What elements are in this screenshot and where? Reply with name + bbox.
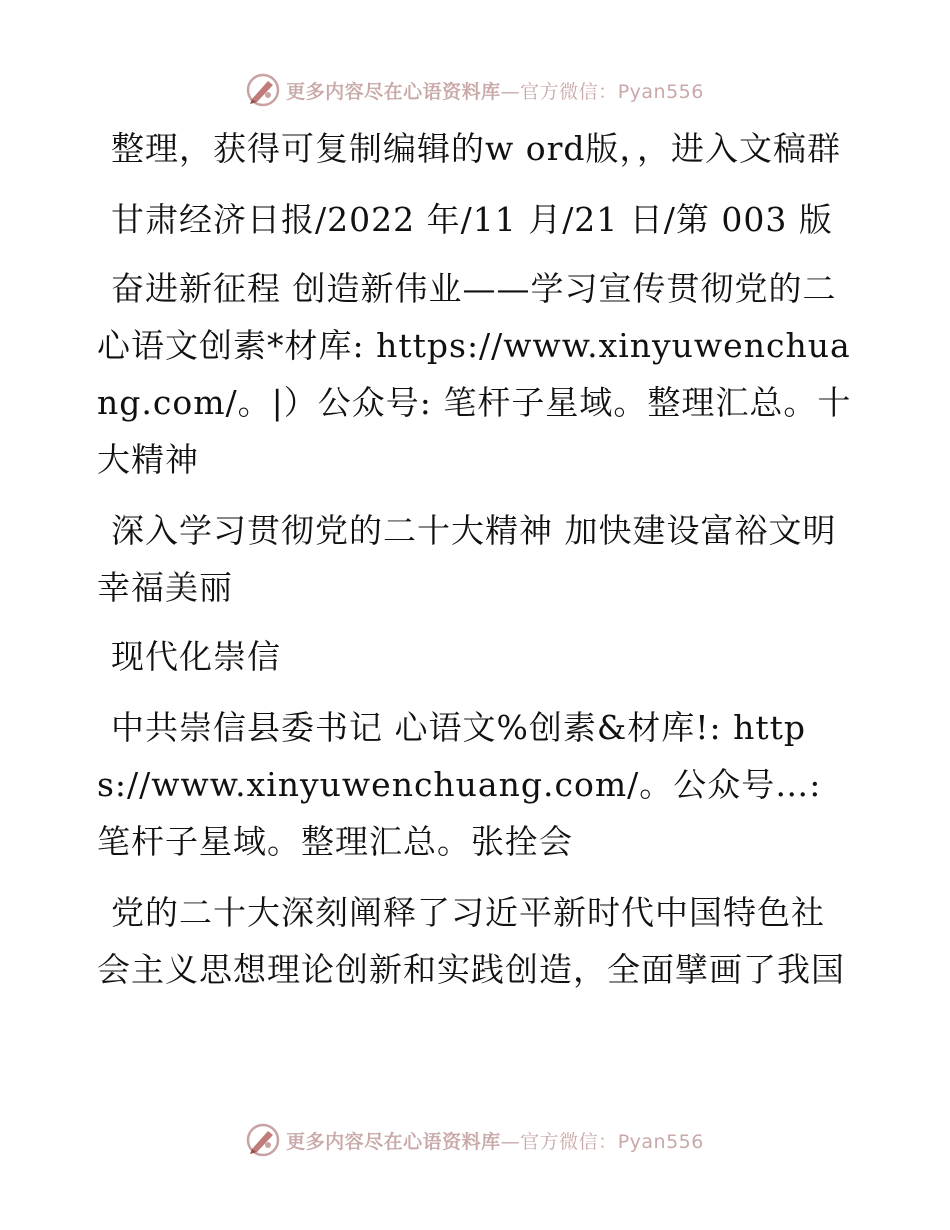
footer-banner-wx-id: Pyan556 (617, 1130, 704, 1153)
header-banner-dash: — (500, 80, 521, 103)
paragraph-intro: 整理，获得可复制编辑的w ord版，，进入文稿群 (111, 129, 842, 168)
header-banner-text (286, 77, 704, 104)
footer-banner-wx-label: 官方微信： (520, 1130, 618, 1153)
paragraph-source-line: 甘肃经济日报/2022 年/11 月/21 日/第 003 版 (111, 200, 833, 239)
footer-banner-dash: — (500, 1130, 521, 1153)
paragraph-column-title: 奋进新征程 创造新伟业——学习宣传贯彻党的二心语文创素*材库: https://www.xinyuwenchuang.com/。|）公众号: 笔杆子星域。整理汇总。十大精神 (97, 269, 852, 479)
footer-watermark-banner (0, 1120, 950, 1160)
pen-logo-icon (246, 1123, 280, 1157)
header-banner-main: 更多内容尽在心语资料库 (286, 80, 501, 103)
paragraph-headline: 深入学习贯彻党的二十大精神 加快建设富裕文明幸福美丽 (97, 511, 837, 607)
pen-logo-icon (246, 73, 280, 107)
paragraph-author: 中共崇信县委书记 心语文%创素&材库!: https://www.xinyuwenchuang.com/。公众号…: 笔杆子星域。整理汇总。张拴会 (97, 708, 822, 861)
paragraph-body: 党的二十大深刻阐释了习近平新时代中国特色社会主义思想理论创新和实践创造，全面擘画了我国 (97, 893, 845, 989)
document-body (97, 120, 857, 998)
header-watermark-banner (0, 70, 950, 110)
paragraph-headline-cont: 现代化崇信 (111, 637, 281, 676)
footer-banner-text (286, 1127, 704, 1154)
header-banner-wx-id: Pyan556 (617, 80, 704, 103)
header-banner-wx-label: 官方微信： (520, 80, 618, 103)
footer-banner-main: 更多内容尽在心语资料库 (286, 1130, 501, 1153)
